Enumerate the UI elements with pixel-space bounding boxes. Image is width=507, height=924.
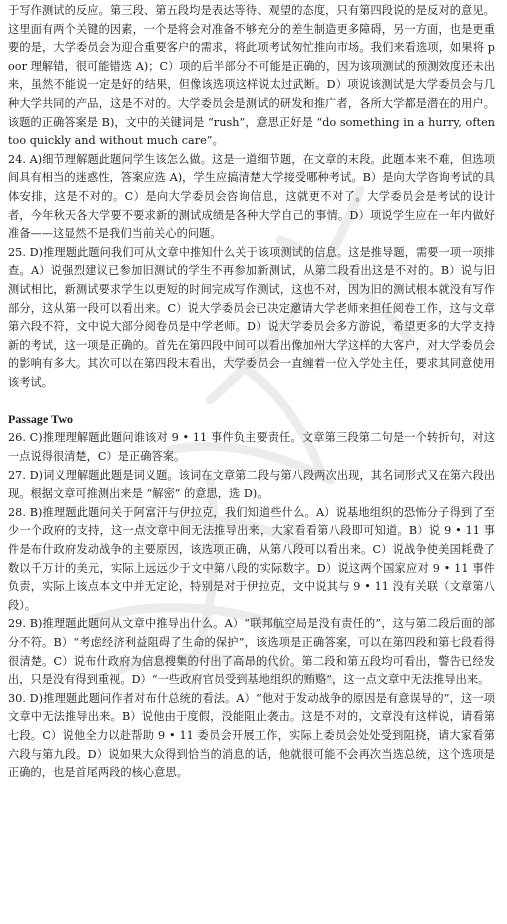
section-spacer [8,392,495,410]
answer-30-explanation: 30. D)推理题此题问作者对布什总统的看法。A）“他对于发动战争的原因是有意误导的”，这一项文章中无法推导出来。B）说他由于度假，没能阻止袭击。这是不对的，文章没有这样说，请看第七段。C）说他全力以赴帮助 9 • 11 委员会开展工作，实际上委员会处处受到阻挠，请大家看第六段与第九段。D）说如果大众得到恰当的消息的话，他就很可能不会再次当选总统，这个选项是正确的，也是首尾两段的核心意思。 [8,691,495,780]
answer-29-explanation: 29. B)推理题此题问从文章中推导出什么。A）“联邦航空局是没有责任的”，这与第二段后面的部分不符。B）“考虑经济利益阻碍了生命的保护”，该选项是正确答案，可以在第四段和第七段看得很清楚。C）说布什政府为信息搜集的付出了高昂的代价。第二段和第五段均可看出，警告已经发出，只是没有得到重视。D）“一些政府官员受到基地组织的贿赂”，这一点文章中无法推导出来。 [8,617,495,687]
answer-28-explanation: 28. B)推理题此题问关于阿富汗与伊拉克，我们知道些什么。A）说基地组织的恐怖分子得到了至少一个政府的支持，这一点文章中间无法推导出来，大家看看第八段即可知道。B）说 9 • 11 事件是布什政府发动战争的主要原因，该选项正确，从第八段可以看出来。C）说战争使美国耗费了数以千万计的美元，实际上远远少于文中第八段的实际数字。D）说这两个国家应对 9 • 11 事件负责，实际上该点本文中并无定论，特别是对于伊拉克，文中说其与 9 • 11 没有关联（文章第八段）。 [8,505,495,612]
answer-27-explanation: 27. D)词义理解题此题是词义题。该词在文章第二段与第八段两次出现，其名词形式又在第六段出现。根据文章可推测出来是 “解密” 的意思，选 D)。 [8,468,495,501]
answer-26-explanation: 26. C)推理理解题此题问谁该对 9 • 11 事件负主要责任。文章第三段第二句是一个转折句，对这一点说得很清楚，C）是正确答案。 [8,431,495,464]
answer-24-explanation: 24. A)细节理解题此题问学生该怎么做。这是一道细节题，在文章的末段。此题本来不难，但选项间具有相当的迷惑性，答案应选 A)，学生应搞清楚大学接受哪种考试。B）是向大学咨询考试的具体安排，这是不对的。C）是向大学委员会咨询信息，这就更不对了。大学委员会是考试的设计者，今年秋天各大学要不要求新的测试成绩是各种大学自己的事情。D）项说学生应在一年内做好准备——这显然不是我们当前关心的问题。 [8,152,495,241]
section-title-passage-two: Passage Two [8,412,74,427]
paragraph-passage-one-tail: 于写作测试的反应。第三段、第五段均是表达等待、观望的态度，只有第四段说的是反对的意见。这里面有两个关键的因素，一个是将会对准备不够充分的差生制造更多障碍，另一方面，也是更重要的是，大学委员会为迎合重要客户的需求，将此项考试匆忙推向市场。我们来看选项，如果将 poor 理解错，很可能错选 A)；C）项的后半部分不可能是正确的，因为该项测试的预测效度还未出来，虽然不能说一定是好的结果，但像该选项这样说太过武断。D）项说该测试是大学委员会与几种大学共同的产品，这是不对的。大学委员会是测试的研发和推广者，各所大学都是潜在的用户。该题的正确答案是 B)，文中的关键词是 “rush”，意思正好是 “do something in a hurry, often too quickly and without much care”。 [8,4,495,148]
answer-25-explanation: 25. D)推理题此题问我们可从文章中推知什么关于该项测试的信息。这是推导题，需要一项一项排查。A）说强烈建议已参加旧测试的学生不再参加新测试，从第二段看出这是不对的。B）说与旧测试相比，新测试要求学生以更短的时间完成写作测试，这也不对，因为旧的测试根本就没有写作部分，这从第一段可以看出来。C）说大学委员会已决定邀请大学老师来担任阅卷工作，这与文章第六段不符，文中说大部分阅卷员是中学老师。D）说大学委员会多方游说，希望更多的大学支持新的考试，这一项是正确的。首先在第四段中间可以看出像加州大学这样的大客户，对大学委员会的影响有多大。其次可以在第四段末看出，大学委员会一直缠着一位入学处主任，要求其同意使用该考试。 [8,245,495,389]
